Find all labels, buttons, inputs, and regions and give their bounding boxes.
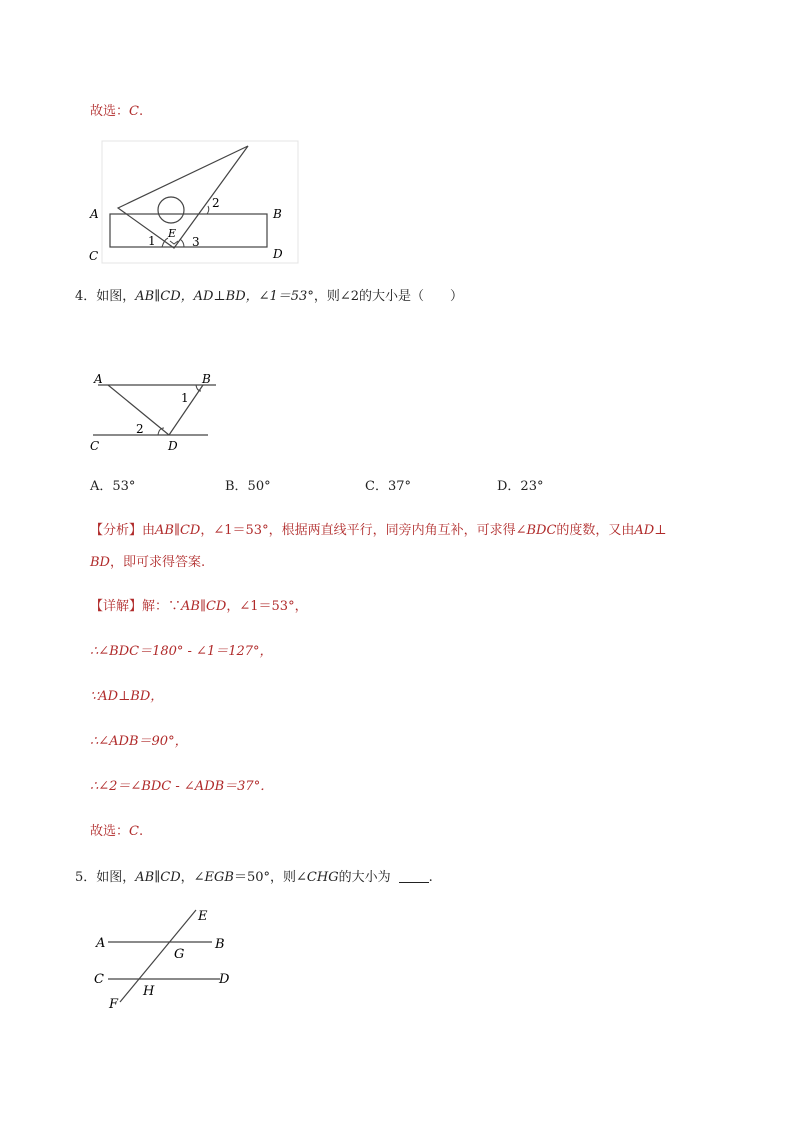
- ruler-hole: [158, 197, 184, 223]
- q4-detail-line1: 【详解】解：∵AB∥CD，∠1＝53°，: [90, 599, 308, 614]
- label-B: B: [215, 937, 225, 952]
- triangle-ruler: [118, 146, 248, 248]
- label-H: H: [143, 984, 155, 999]
- option-b[interactable]: B．50°: [225, 479, 271, 494]
- label-D: D: [168, 439, 178, 453]
- label-C: C: [94, 972, 104, 987]
- q4-figure: [88, 370, 223, 455]
- label-B: B: [273, 207, 282, 221]
- angle-2-arc: [158, 428, 164, 435]
- q4-detail-line2: ∴∠BDC＝180° - ∠1＝127°，: [90, 644, 273, 659]
- q4-detail-line4: ∴∠ADB＝90°，: [90, 734, 188, 749]
- label-F: F: [109, 997, 119, 1012]
- label-A: A: [94, 372, 103, 386]
- transversal-EF: [120, 910, 196, 1002]
- label-1: 1: [181, 391, 189, 405]
- label-2: 2: [212, 196, 220, 210]
- q4-analysis-line2: BD，即可求得答案.: [90, 555, 206, 570]
- label-A: A: [96, 936, 106, 951]
- figure-triangle-ruler: [80, 140, 300, 265]
- label-B: B: [202, 372, 211, 386]
- q4-detail-line5: ∴∠2＝∠BDC - ∠ADB＝37°．: [90, 779, 274, 794]
- q5-figure: [90, 905, 240, 1015]
- q4-analysis-line1: 【分析】由AB∥CD，∠1＝53°，根据两直线平行，同旁内角互补，可求得∠BDC的度数，又由AD⊥: [90, 523, 667, 538]
- option-a[interactable]: A．53°: [90, 479, 136, 494]
- label-E: E: [198, 909, 208, 924]
- label-3: 3: [192, 235, 200, 249]
- label-G: G: [174, 947, 185, 962]
- answer-blank[interactable]: [399, 870, 429, 883]
- label-1: 1: [148, 234, 156, 248]
- q4-detail-line3: ∵AD⊥BD，: [90, 689, 164, 704]
- q4-answer: 故选：C.: [90, 824, 144, 839]
- label-2: 2: [136, 422, 144, 436]
- angle-2-arc: [207, 206, 209, 214]
- prev-answer: 故选：C.: [90, 104, 144, 119]
- label-D: D: [273, 247, 283, 261]
- label-E: E: [168, 227, 177, 240]
- label-C: C: [90, 439, 100, 453]
- label-A: A: [90, 207, 99, 221]
- angle-3-arc: [180, 239, 184, 247]
- q4-stem: 4．如图，AB∥CD，AD⊥BD，∠1＝53°，则∠2的大小是（ ）: [75, 289, 464, 304]
- q5-stem: 5．如图，AB∥CD，∠EGB＝50°，则∠CHG的大小为 .: [75, 870, 433, 885]
- label-C: C: [89, 249, 99, 263]
- option-c[interactable]: C．37°: [365, 479, 411, 494]
- option-d[interactable]: D．23°: [497, 479, 544, 494]
- label-D: D: [219, 972, 230, 987]
- q4-options: [90, 478, 543, 496]
